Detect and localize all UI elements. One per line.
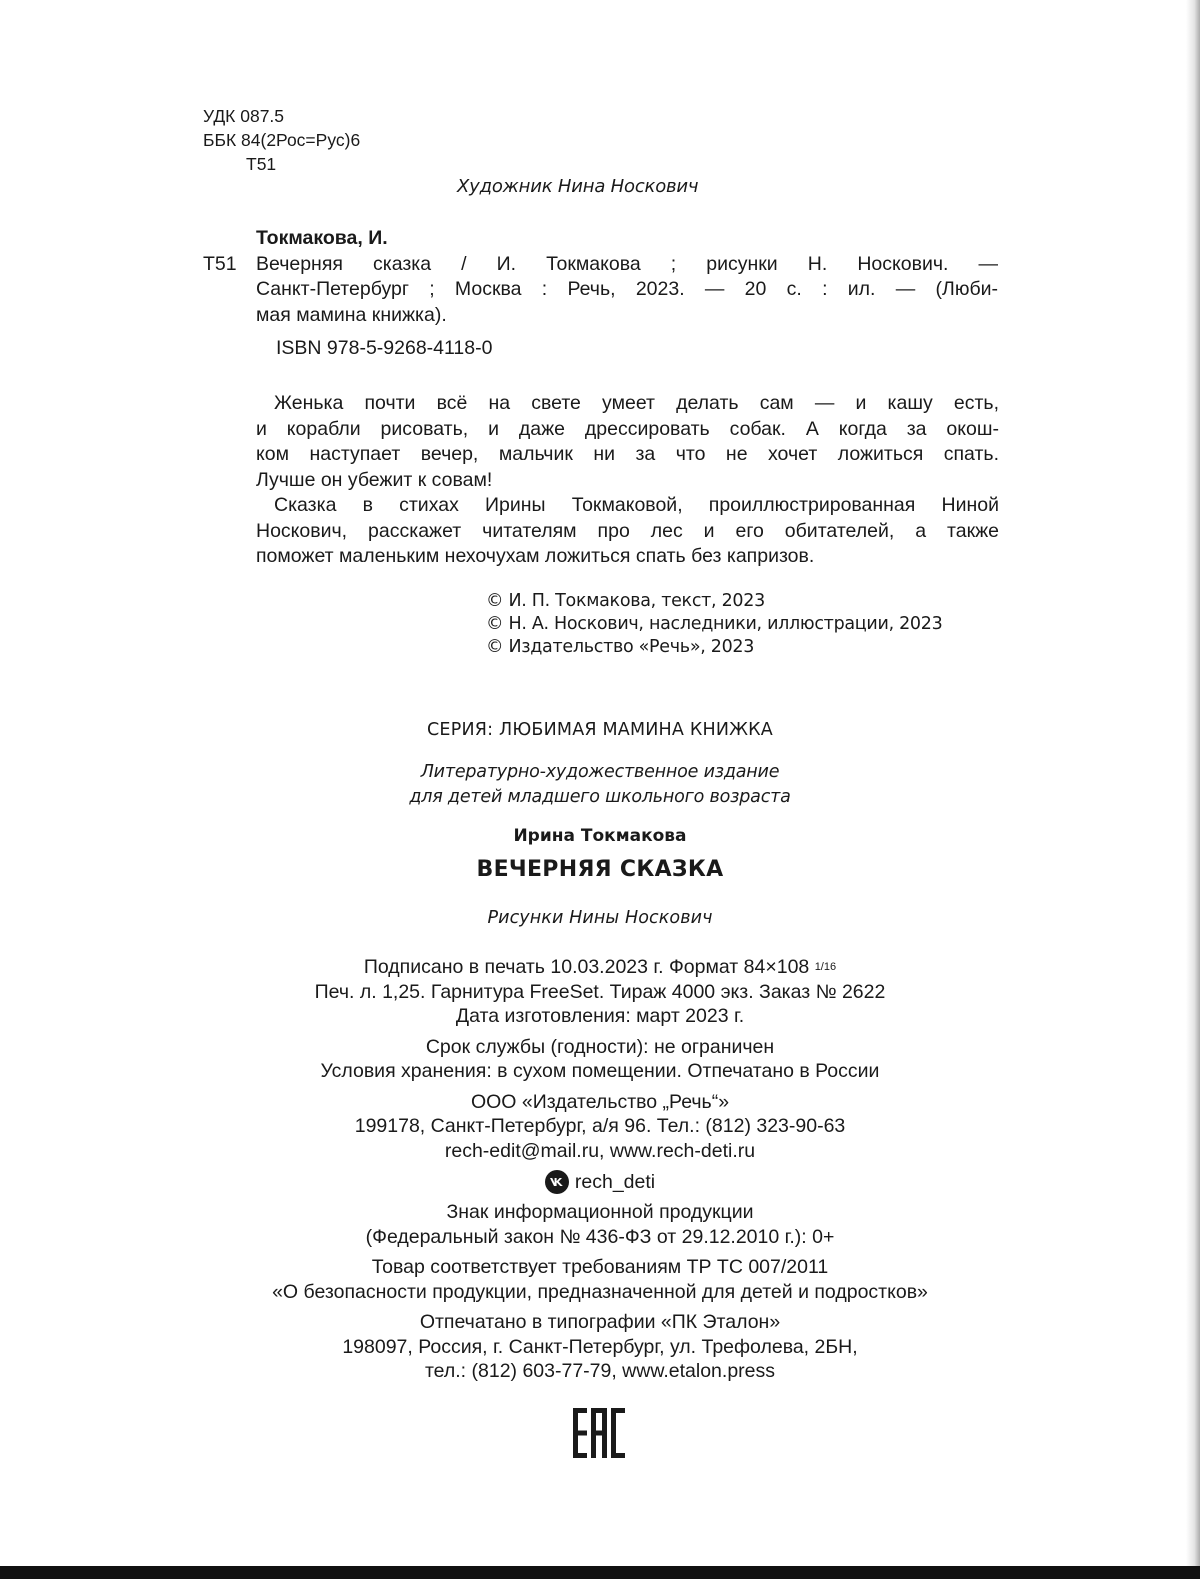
printer-line: тел.: (812) 603-77-79, www.etalon.press	[424, 1360, 776, 1383]
copyright-line: © И. П. Токмакова, текст, 2023	[486, 591, 765, 611]
print-sheets-line: Печ. л. 1,25. Гарнитура FreeSet. Тираж 4000 экз. Заказ № 2622	[314, 980, 886, 1003]
manufacture-date: Дата изготовления: март 2023 г.	[455, 1005, 745, 1027]
vk-icon	[545, 1170, 569, 1194]
annotation	[256, 391, 999, 570]
signed-text: Подписано в печать 10.03.2023 г. Формат 84×108	[363, 956, 810, 978]
illustrator-credit: Художник Нина Носкович	[457, 176, 699, 197]
signed-line	[150, 955, 1050, 980]
description-line: Вечерняя сказка / И. Токмакова ; рисунки Н. Носкович. —	[256, 252, 998, 275]
printer-line: Отпечатано в типографии «ПК Эталон»	[419, 1311, 781, 1334]
annotation-line: Носкович, расскажет читателям про лес и его обитателей, а также	[256, 519, 999, 542]
copyright-line: © Издательство «Речь», 2023	[486, 637, 755, 657]
record-code: Т51	[203, 252, 237, 275]
print-info	[150, 955, 1050, 1384]
shelf-life: Срок службы (годности): не ограничен	[425, 1035, 775, 1058]
scan-bottom-edge	[0, 1566, 1200, 1579]
author-heading: Токмакова, И.	[256, 227, 388, 249]
compliance-line: Товар соответствует требованиям ТР ТС 007/2011	[371, 1256, 829, 1279]
genre-description	[150, 760, 1050, 810]
copyright-block	[486, 590, 942, 659]
printer-line: 198097, Россия, г. Санкт-Петербург, ул. Трефолева, 2БН,	[342, 1335, 858, 1358]
info-sign-line: Знак информационной продукции	[446, 1201, 754, 1224]
info-sign-line: (Федеральный закон № 436-ФЗ от 29.12.2010 г.): 0+	[365, 1225, 835, 1248]
annotation-line: Женька почти всё на свете умеет делать сам — и кашу есть,	[274, 392, 999, 414]
classification-block	[203, 104, 360, 176]
bibliographic-record	[203, 226, 1003, 362]
author-mark: Т51	[246, 154, 277, 174]
format-fraction: 1/16	[814, 961, 837, 973]
annotation-line: Сказка в стихах Ирины Токмаковой, проиллюстрированная Ниной	[274, 494, 999, 516]
record-description	[256, 252, 998, 329]
publisher-name: ООО «Издательство „Речь“»	[470, 1090, 730, 1113]
storage-conditions: Условия хранения: в сухом помещении. Отпечатано в России	[320, 1060, 880, 1082]
compliance-line: «О безопасности продукции, предназначенной для детей и подростков»	[272, 1280, 928, 1303]
udk-code: УДК 087.5	[203, 106, 285, 126]
isbn: ISBN 978-5-9268-4118-0	[276, 337, 493, 359]
author-name: Ирина Токмакова	[513, 826, 687, 846]
annotation-line: и корабли рисовать, и даже дрессировать собак. А когда за окош-	[256, 417, 999, 440]
genre-line: Литературно-художественное издание	[420, 762, 780, 782]
publisher-contacts: rech-edit@mail.ru, www.rech-deti.ru	[444, 1139, 756, 1162]
eac-certification-mark-icon	[573, 1408, 625, 1458]
series-name: СЕРИЯ: ЛЮБИМАЯ МАМИНА КНИЖКА	[427, 720, 773, 740]
description-line: Санкт-Петербург ; Москва : Речь, 2023. — 20 с. : ил. — (Люби-	[256, 278, 998, 300]
bbk-code: ББК 84(2Рос=Рус)6	[203, 130, 361, 150]
annotation-line: ком наступает вечер, мальчик ни за что не хочет ложиться спать.	[256, 443, 999, 465]
scan-edge-shadow	[1186, 0, 1200, 1566]
publisher-address: 199178, Санкт-Петербург, а/я 96. Тел.: (812) 323-90-63	[354, 1115, 846, 1137]
copyright-line: © Н. А. Носкович, наследники, иллюстрации, 2023	[486, 614, 943, 634]
social-line	[150, 1169, 1050, 1194]
description-line: мая мамина книжка).	[256, 303, 447, 326]
book-title: ВЕЧЕРНЯЯ СКАЗКА	[476, 857, 724, 882]
drawings-credit: Рисунки Нины Носкович	[487, 908, 713, 928]
annotation-line: поможет маленьким нехочухам ложиться спать без капризов.	[256, 545, 815, 567]
genre-line: для детей младшего школьного возраста	[409, 787, 791, 807]
social-handle: rech_deti	[574, 1170, 656, 1193]
annotation-line: Лучше он убежит к совам!	[256, 468, 493, 491]
